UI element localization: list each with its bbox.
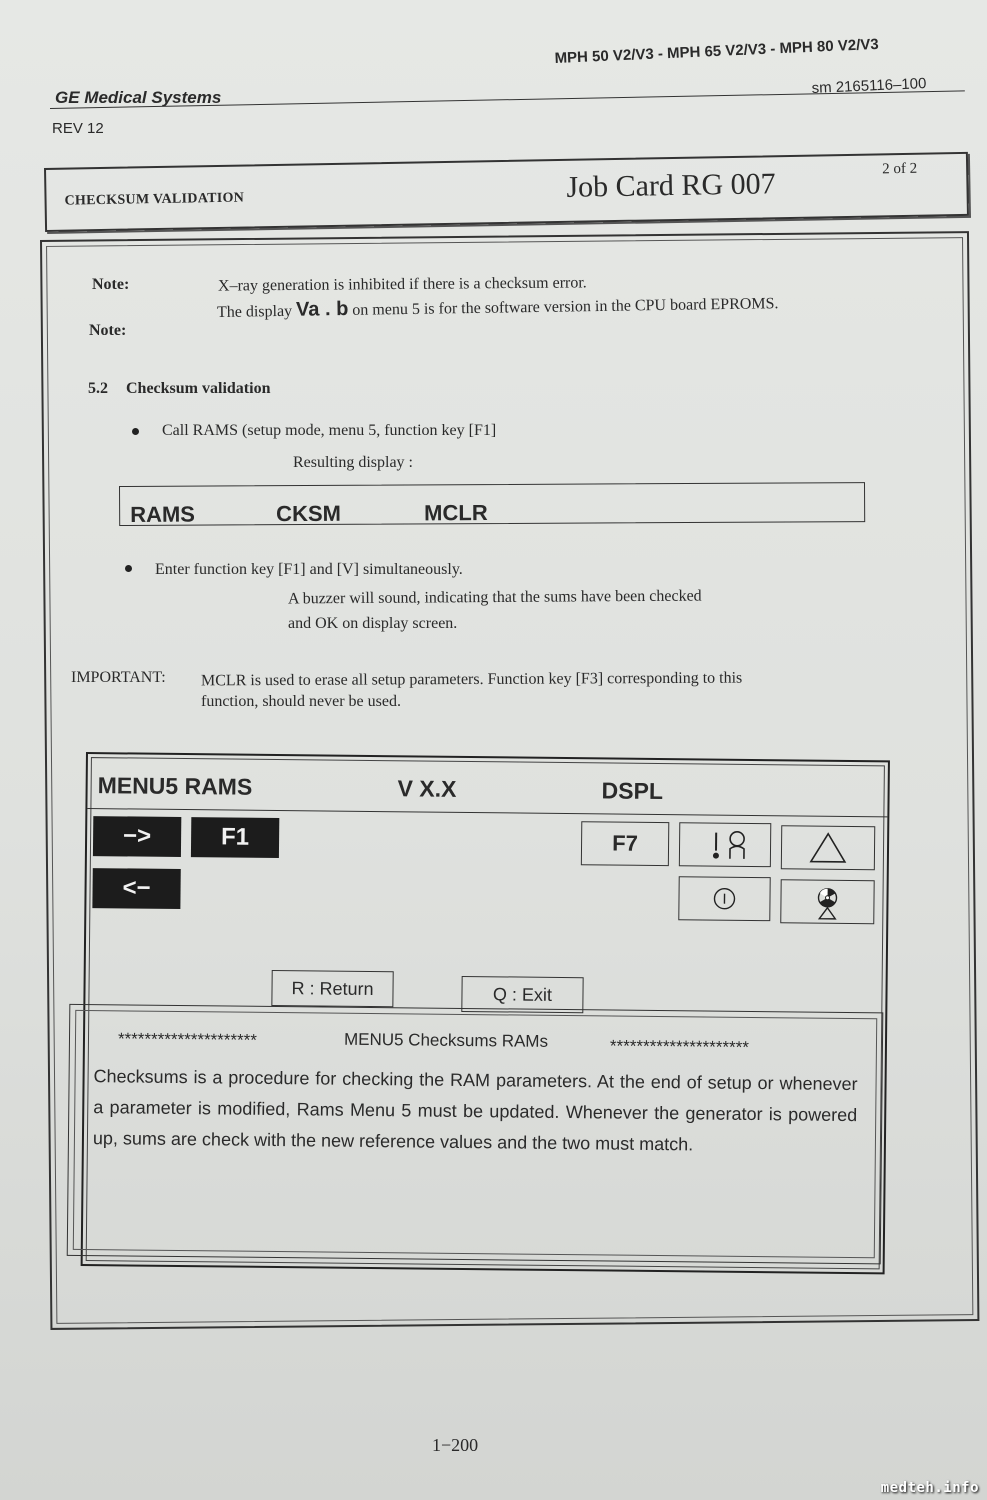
f1-key[interactable]: F1 [191,817,279,858]
display-cell-cksm: CKSM [276,500,341,527]
note-text-1: X–ray generation is inhibited if there is a checksum error. [217,274,587,295]
help-heading: MENU5 Checksums RAMs [343,1029,549,1051]
return-button[interactable]: R : Return [271,970,393,1007]
power-button[interactable] [678,876,770,921]
watermark: medteh.info [880,1480,979,1496]
important-label: IMPORTANT: [71,669,166,686]
help-body-text: Checksums is a procedure for checking the RAM parameters. At the end of setup or whenever a parameter is modified, Rams Menu 5 must be updated. Whenever the generator is powered up, sums are check with the new reference values and the two must match. [92,1066,858,1155]
warning-button[interactable] [781,825,875,870]
back-arrow-key[interactable]: <− [92,868,180,909]
page-of-label: 2 of 2 [882,160,918,178]
note-text-2-before: The display [216,302,293,321]
model-list: MPH 50 V2/V3 - MPH 65 V2/V3 - MPH 80 V2/V3 [554,35,880,67]
resulting-display-label: Resulting display : [293,454,413,471]
note-label-1: Note: [92,276,130,293]
resulting-display-box [119,482,865,526]
note-label-2: Note: [89,322,127,339]
section-number: 5.2 [88,380,108,397]
radiation-icon [802,882,852,923]
step-2-result-line-2: and OK on display screen. [288,615,458,632]
job-card-id: Job Card RG 007 [566,167,776,204]
help-stars-right: ********************* [609,1036,749,1057]
help-stars-left: ********************* [117,1029,258,1050]
bullet-icon [125,565,132,572]
menu-title: MENU5 RAMS [97,772,253,800]
job-card-title-box [44,152,969,232]
dspl-label: DSPL [601,777,664,805]
document-number: sm 2165116–100 [811,75,927,97]
software-version-code: Va . b [295,297,349,321]
important-line-2: function, should never be used. [201,693,401,710]
display-cell-rams: RAMS [130,501,195,527]
important-line-1: MCLR is used to erase all setup parameters. Function key [F3] corresponding to this [200,669,743,690]
key-person-button[interactable] [679,822,771,867]
warning-triangle-icon [798,829,858,866]
bullet-icon [132,428,139,435]
note-text-2-after: on menu 5 is for the software version in the CPU board EPROMS. [352,295,779,319]
page-number: 1−200 [432,1435,479,1455]
step-2-result-line-1: A buzzer will sound, indicating that the sums have been checked [287,587,702,608]
f7-key[interactable]: F7 [581,821,669,866]
step-2-text: Enter function key [F1] and [V] simultaneously. [155,561,463,578]
section-heading [88,380,270,398]
help-panel [67,1004,884,1265]
key-person-icon [690,826,760,863]
revision-label: REV 12 [52,120,104,137]
forward-arrow-key[interactable]: −> [93,816,181,857]
section-title: CHECKSUM VALIDATION [64,190,245,209]
display-cell-mclr: MCLR [424,500,488,526]
company-name: GE Medical Systems [55,88,222,107]
section-heading-text: Checksum validation [126,380,271,397]
version-label: V X.X [397,775,457,802]
exit-button[interactable]: Q : Exit [461,976,583,1013]
power-icon [704,880,744,916]
menu5-rams-screen [81,752,890,1274]
radiation-button[interactable] [780,879,874,924]
step-1-text: Call RAMS (setup mode, menu 5, function key [F1] [162,422,497,439]
